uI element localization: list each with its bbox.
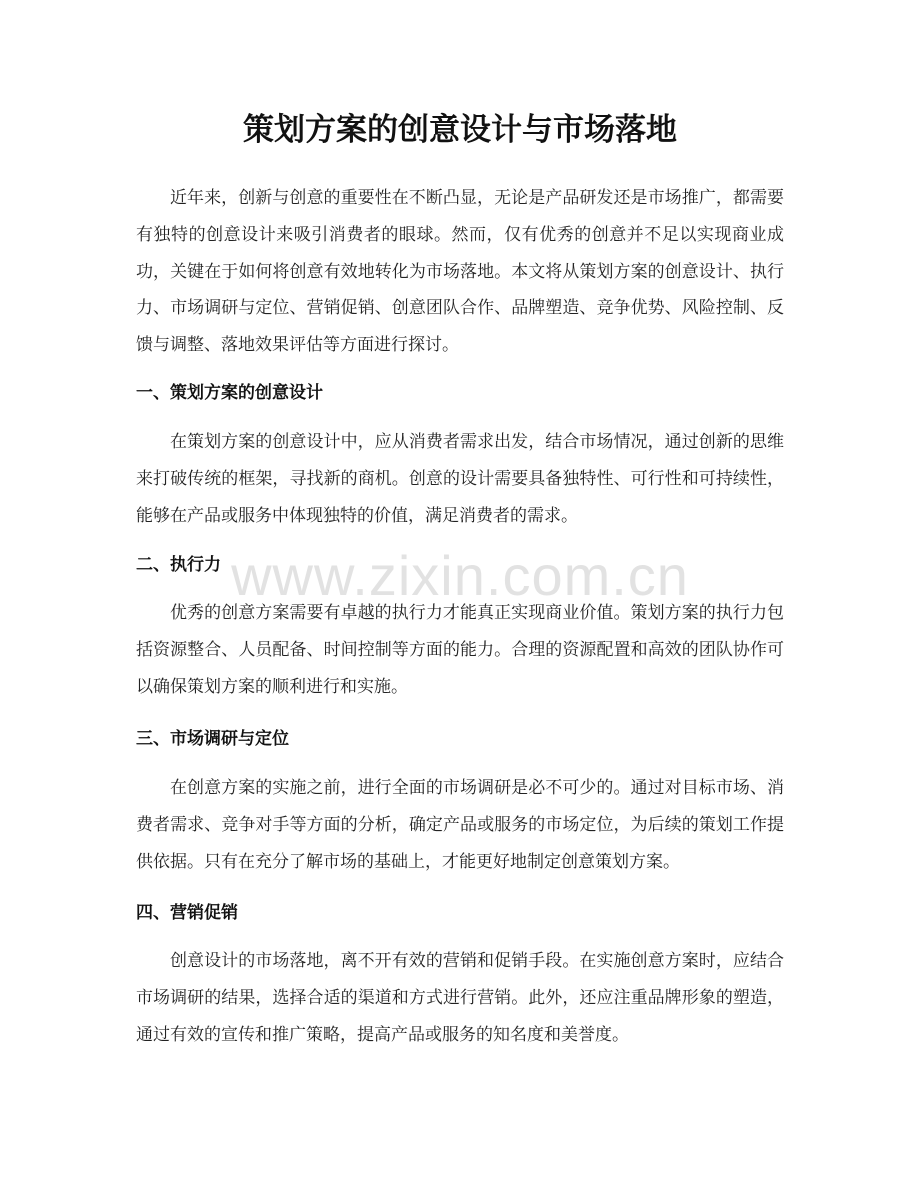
watermark: www.zixin.com.cn — [231, 544, 689, 607]
page-title: 策划方案的创意设计与市场落地 — [243, 112, 677, 148]
section-heading-3: 三、市场调研与定位 — [136, 729, 289, 749]
section-body-2: 优秀的创意方案需要有卓越的执行力才能真正实现商业价值。策划方案的执行力包括资源整合、人员配备、时间控制等方面的能力。合理的资源配置和高效的团队协作可以确保策划方案的顺利进行和实施。 — [136, 603, 784, 697]
section-body-3: 在创意方案的实施之前，进行全面的市场调研是必不可少的。通过对目标市场、消费者需求、竞争对手等方面的分析，确定产品或服务的市场定位，为后续的策划工作提供依据。只有在充分了解市场的基础上，才能更好地制定创意策划方案。 — [136, 778, 784, 872]
section-heading-1: 一、策划方案的创意设计 — [136, 383, 323, 403]
intro-paragraph: 近年来，创新与创意的重要性在不断凸显，无论是产品研发还是市场推广，都需要有独特的创意设计来吸引消费者的眼球。然而，仅有优秀的创意并不足以实现商业成功，关键在于如何将创意有效地转化为市场落地。本文将从策划方案的创意设计、执行力、市场调研与定位、营销促销、创意团队合作、品牌塑造、竞争优势、风险控制、反馈与调整、落地效果评估等方面进行探讨。 — [136, 188, 784, 356]
section-heading-2: 二、执行力 — [136, 555, 221, 575]
section-body-1: 在策划方案的创意设计中，应从消费者需求出发，结合市场情况，通过创新的思维来打破传统的框架，寻找新的商机。创意的设计需要具备独特性、可行性和可持续性，能够在产品或服务中体现独特的价值，满足消费者的需求。 — [136, 432, 784, 526]
section-body-4: 创意设计的市场落地，离不开有效的营销和促销手段。在实施创意方案时，应结合市场调研的结果，选择合适的渠道和方式进行营销。此外，还应注重品牌形象的塑造，通过有效的宣传和推广策略，提高产品或服务的知名度和美誉度。 — [136, 951, 784, 1045]
section-heading-4: 四、营销促销 — [136, 903, 238, 923]
